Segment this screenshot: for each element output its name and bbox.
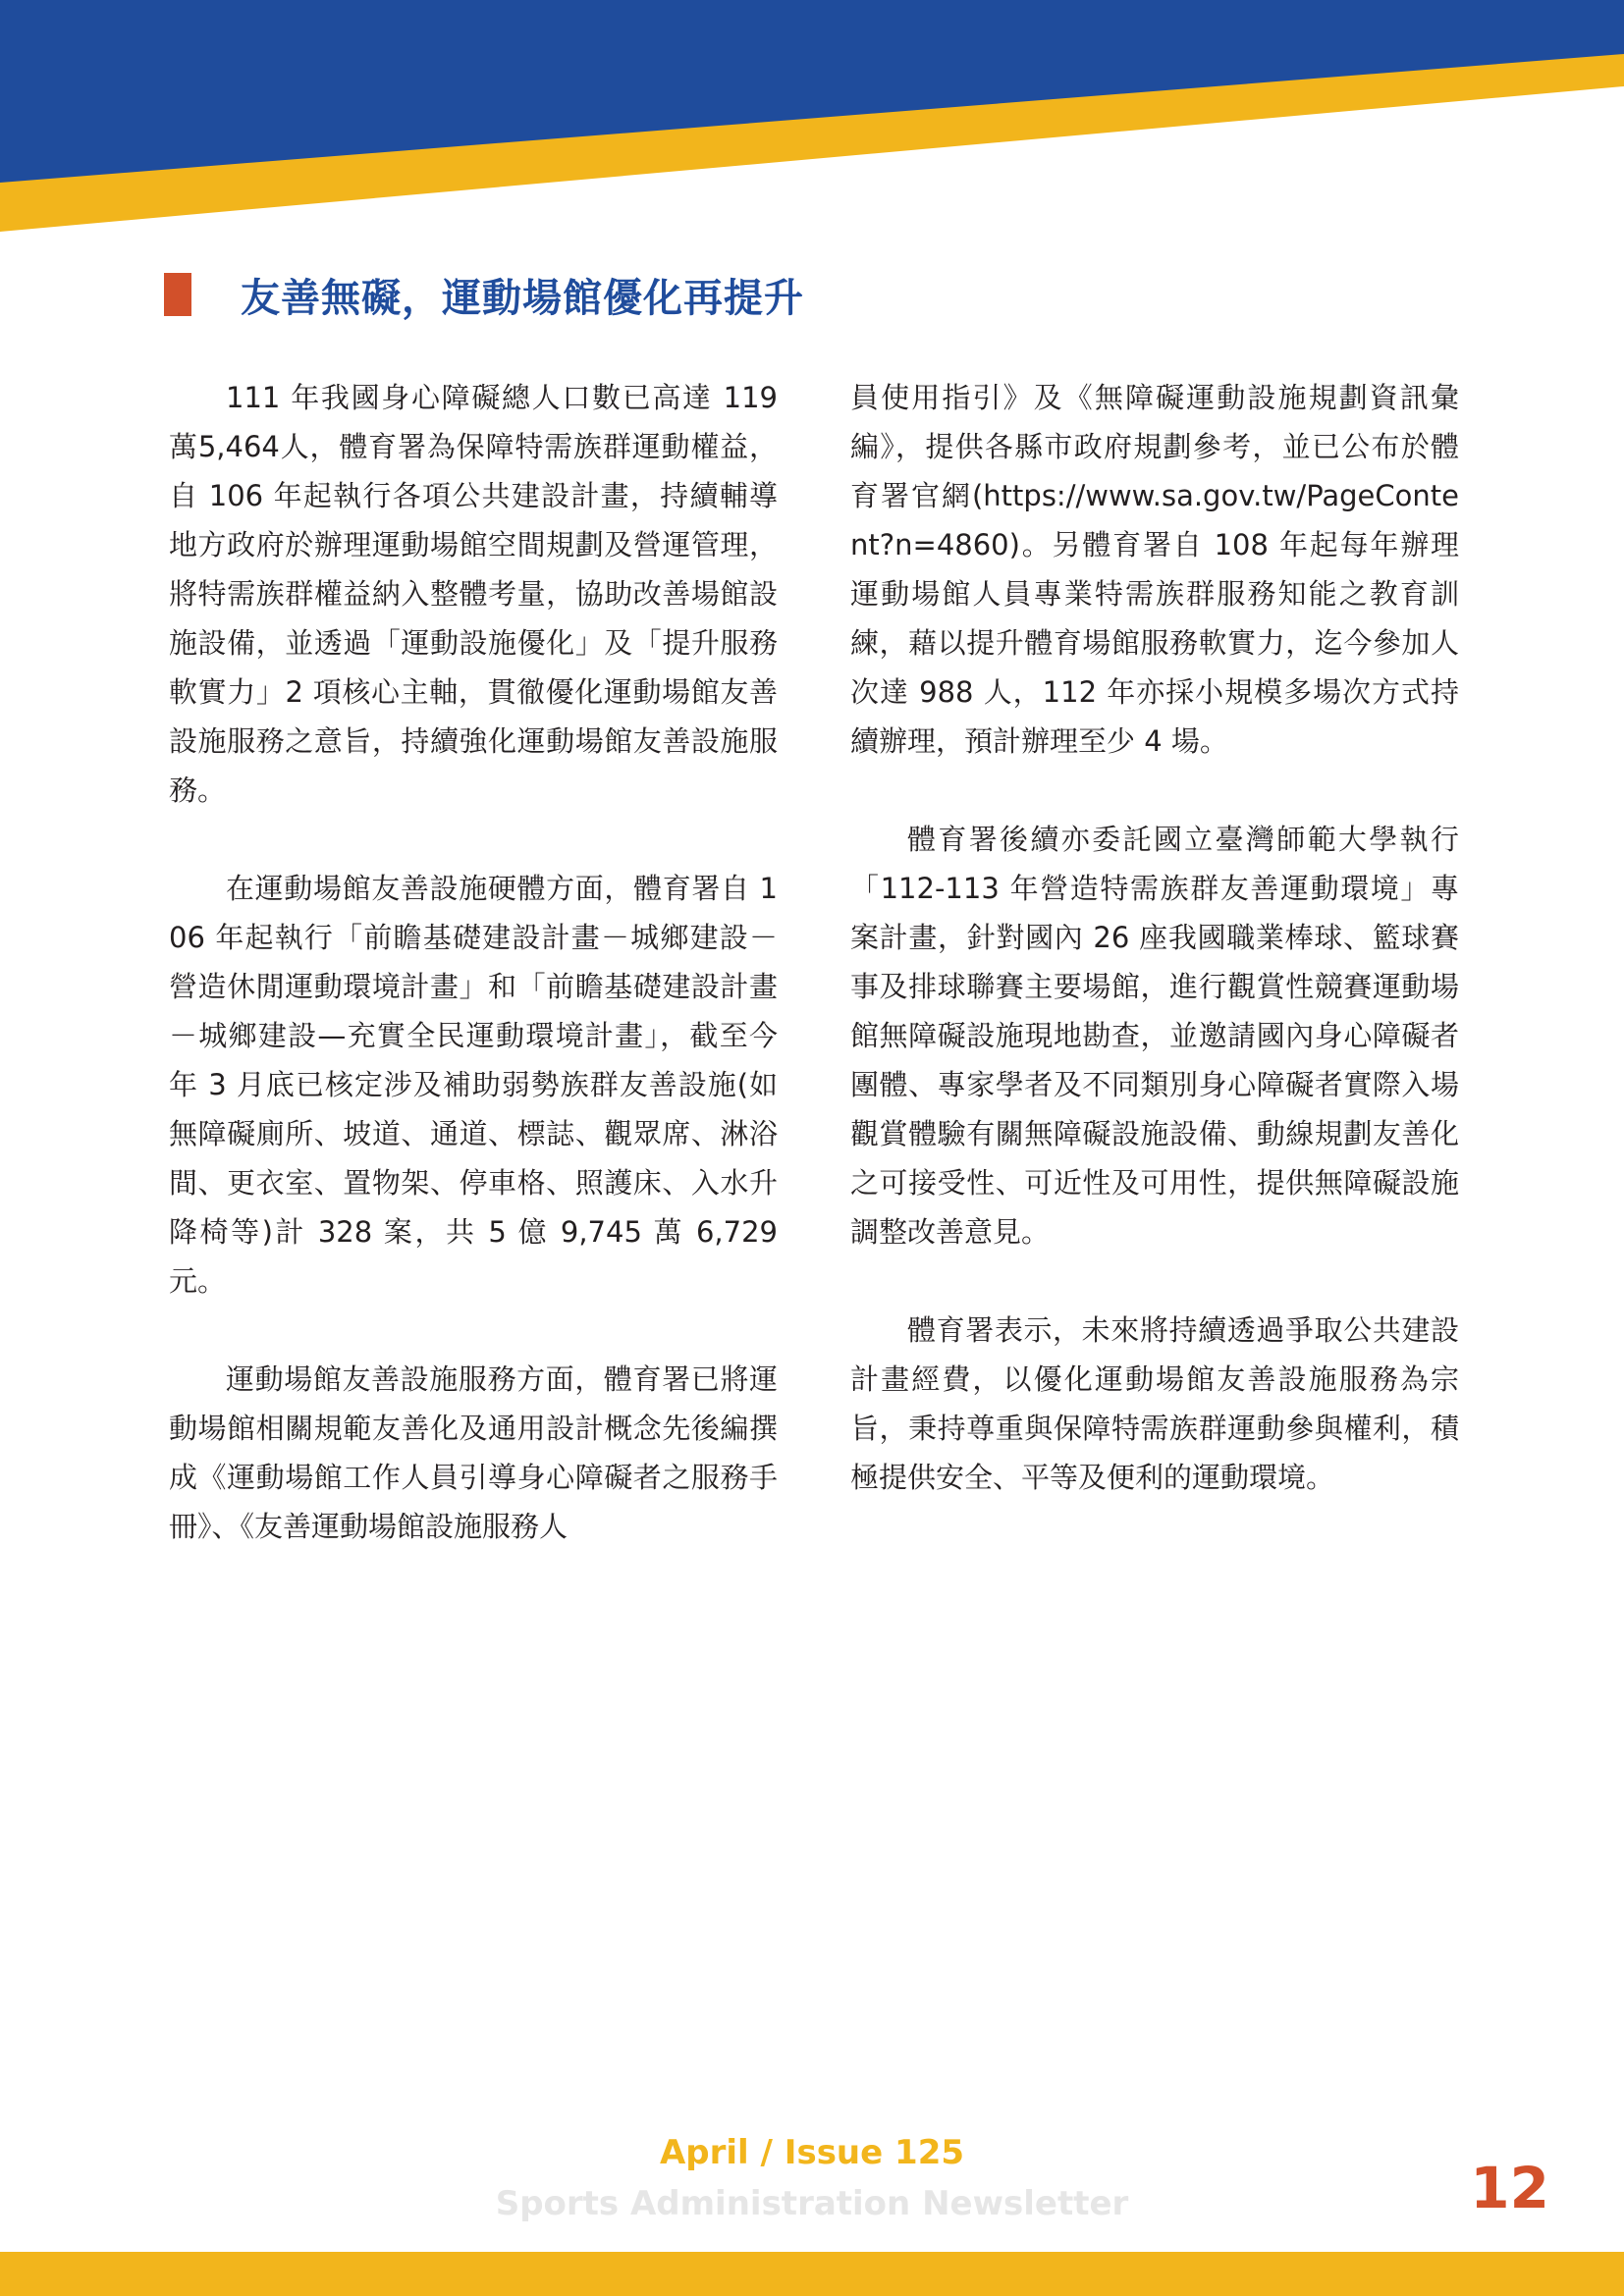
page-number: 12 [1470, 2155, 1549, 2221]
article-title: 友善無礙，運動場館優化再提升 [241, 275, 804, 321]
paragraph-future-plans: 體育署表示，未來將持續透過爭取公共建設計畫經費，以優化運動場館友善設施服務為宗旨，秉持尊重與保障特需族群運動參與權利，積極提供安全、平等及便利的運動環境。 [850, 1313, 1459, 1494]
paragraph-population: 111 年我國身心障礙總人口數已高達 119 萬5,464人，體育署為保障特需族群運動權益，自 106 年起執行各項公共建設計畫，持續輔導地方政府於辦理運動場館空間規劃及營運管理，將特需族群權益納入整體考量，協助改善場館設施設備，並透過「運動設施優化」及「提升服務軟實力」2 項核心主軸，貫徹優化運動場館友善設施服務之意旨，持續強化運動場館友善設施服務。 [169, 381, 778, 807]
paragraph-hardware: 在運動場館友善設施硬體方面，體育署自 106 年起執行「前瞻基礎建設計畫－城鄉建設－營造休閒運動環境計畫」和「前瞻基礎建設計畫－城鄉建設—充實全民運動環境計畫」，截至今年 3 月底已核定涉及補助弱勢族群友善設施(如無障礙廁所、坡道、通道、標誌、觀眾席、淋浴間、更衣室、置物架、停車格、照護床、入水升降椅等)計 328 案，共 5 億 9,745 萬 6,729 元。 [169, 872, 778, 1298]
footer-yellow-bar [0, 2252, 1624, 2296]
header-decoration [0, 0, 1624, 236]
right-column [850, 373, 1459, 1551]
publication-name: Sports Administration Newsletter [495, 2184, 1129, 2223]
paragraph-ntnu-project: 體育署後續亦委託國立臺灣師範大學執行「112-113 年營造特需族群友善運動環境」專案計畫，針對國內 26 座我國職業棒球、籃球賽事及排球聯賽主要場館，進行觀賞性競賽運動場館無障礙設施現地勘查，並邀請國內身心障礙者團體、專家學者及不同類別身心障礙者實際入場觀賞體驗有關無障礙設施設備、動線規劃友善化之可接受性、可近性及可用性，提供無障礙設施調整改善意見。 [850, 823, 1459, 1249]
article-header [164, 263, 804, 326]
paragraph-service-continued: 員使用指引》及《無障礙運動設施規劃資訊彙編》，提供各縣市政府規劃參考，並已公布於體育署官網(https://www.sa.gov.tw/PageContent?n=4860)。另體育署自 108 年起每年辦理運動場館人員專業特需族群服務知能之教育訓練，藉以提升體育場館服務軟實力，迄今參加人次達 988 人，112 年亦採小規模多場次方式持續辦理，預計辦理至少 4 場。 [850, 381, 1459, 758]
paragraph-service: 運動場館友善設施服務方面，體育署已將運動場館相關規範友善化及通用設計概念先後編撰成《運動場館工作人員引導身心障礙者之服務手冊》、《友善運動場館設施服務人 [169, 1362, 778, 1543]
title-marker [164, 273, 191, 316]
issue-label: April / Issue 125 [659, 2133, 965, 2172]
left-column [169, 373, 778, 1600]
